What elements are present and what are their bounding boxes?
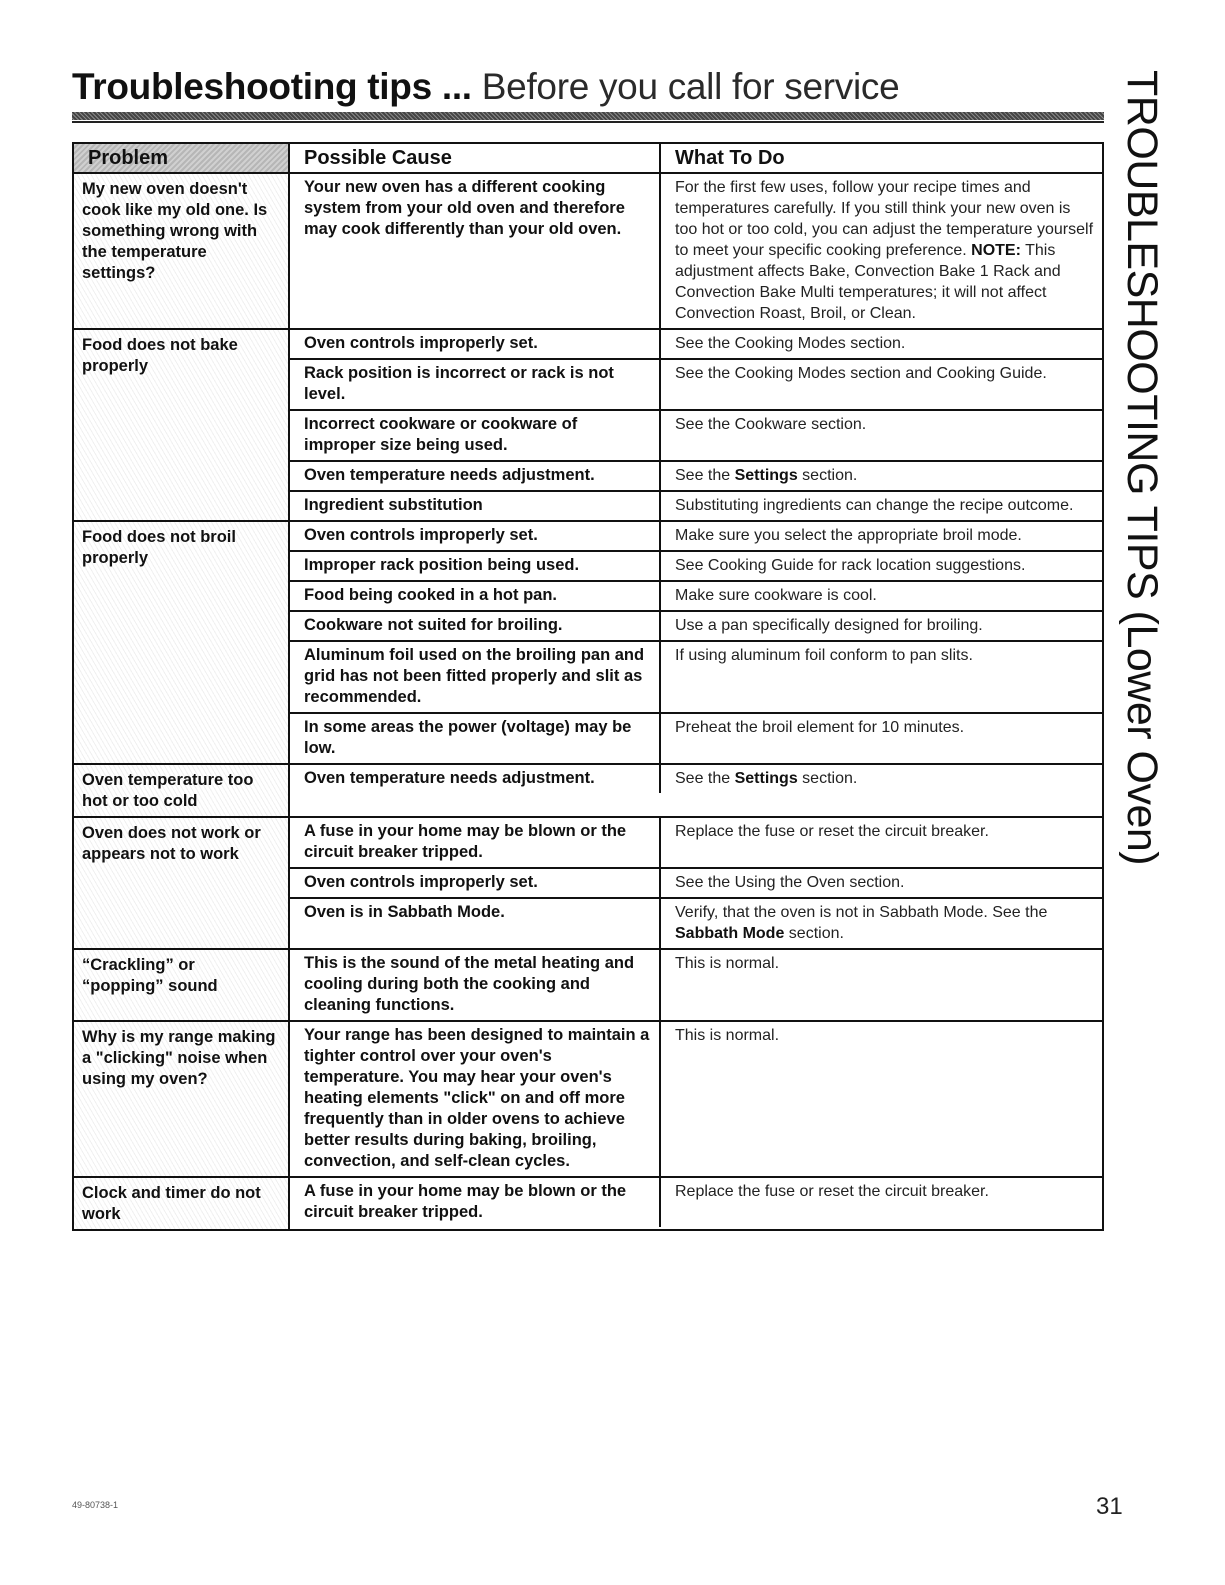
todo-text: See the Cooking Modes section. (675, 335, 906, 352)
cause-list (290, 950, 1102, 1020)
todo-cell (661, 492, 1102, 520)
table-row (290, 522, 1102, 552)
todo-text: Verify, that the oven is not in Sabbath Mode. See the (675, 904, 1048, 921)
todo-text: Replace the fuse or reset the circuit breaker. (675, 1183, 989, 1200)
cause-list (290, 330, 1102, 520)
todo-text: Replace the fuse or reset the circuit breaker. (675, 823, 989, 840)
todo-text: Make sure you select the appropriate broil mode. (675, 527, 1022, 544)
todo-text: Substituting ingredients can change the recipe outcome. (675, 497, 1074, 514)
problem-group (74, 1178, 1102, 1229)
cause-cell: Ingredient substitution (290, 492, 661, 520)
header-problem: Problem (74, 144, 290, 172)
table-row (290, 869, 1102, 899)
cause-list (290, 818, 1102, 948)
problem-cell: Clock and timer do not work (74, 1178, 290, 1229)
todo-cell (661, 1022, 1102, 1176)
todo-cell (661, 869, 1102, 897)
todo-cell (661, 818, 1102, 867)
page-title (72, 66, 899, 108)
cause-cell: In some areas the power (voltage) may be low. (290, 714, 661, 763)
table-row (290, 765, 1102, 793)
problem-cell: Food does not bake properly (74, 330, 290, 520)
table-row (290, 174, 1102, 328)
cause-list (290, 174, 1102, 328)
cause-cell: Oven temperature needs adjustment. (290, 765, 661, 793)
todo-text: section. (797, 467, 858, 484)
page-number: 31 (1096, 1493, 1123, 1520)
side-label: TROUBLESHOOTING TIPS (Lower Oven) (1118, 70, 1166, 866)
todo-cell (661, 522, 1102, 550)
todo-text: Use a pan specifically designed for broiling. (675, 617, 983, 634)
todo-text: See the (675, 467, 735, 484)
todo-cell (661, 1178, 1102, 1227)
cause-list (290, 765, 1102, 816)
cause-cell: Aluminum foil used on the broiling pan and grid has not been fitted properly and slit as recommended. (290, 642, 661, 712)
todo-text: Preheat the broil element for 10 minutes. (675, 719, 965, 736)
table-row (290, 411, 1102, 462)
header-todo: What To Do (675, 147, 785, 169)
cause-cell: Food being cooked in a hot pan. (290, 582, 661, 610)
todo-cell (661, 582, 1102, 610)
todo-text: For the first few uses, follow your recipe times and temperatures carefully. If you still think your new oven is too hot or too cold, you can adjust the temperature yourself to meet your specific cooking preference. (675, 179, 1094, 259)
table-header (74, 144, 1102, 174)
table-body (74, 174, 1102, 1229)
todo-cell (661, 642, 1102, 712)
table-row (290, 612, 1102, 642)
todo-text: This is normal. (675, 1027, 780, 1044)
todo-text: See the Cooking Modes section and Cooking Guide. (675, 365, 1047, 382)
todo-text: If using aluminum foil conform to pan slits. (675, 647, 973, 664)
table-row (290, 714, 1102, 763)
cause-cell: A fuse in your home may be blown or the circuit breaker tripped. (290, 1178, 661, 1227)
troubleshooting-table (72, 142, 1104, 1231)
todo-text: This adjustment affects Bake, Convection Bake 1 Rack and Convection Bake Multi temperatures; it will not affect Convection Roast, Broil, or Clean. (675, 242, 1061, 322)
problem-group (74, 950, 1102, 1022)
todo-text: section. (797, 770, 858, 787)
cause-cell: Oven controls improperly set. (290, 522, 661, 550)
cause-list (290, 1022, 1102, 1176)
cause-list (290, 1178, 1102, 1229)
todo-emphasis: Settings (734, 467, 798, 484)
cause-cell: Incorrect cookware or cookware of improper size being used. (290, 411, 661, 460)
todo-cell (661, 330, 1102, 358)
table-row (290, 642, 1102, 714)
cause-cell: Oven controls improperly set. (290, 330, 661, 358)
table-row (290, 462, 1102, 492)
problem-cell: Food does not broil properly (74, 522, 290, 763)
todo-cell (661, 899, 1102, 948)
problem-cell: Oven does not work or appears not to work (74, 818, 290, 948)
todo-emphasis: NOTE: (971, 242, 1021, 259)
todo-text: See the (675, 770, 735, 787)
todo-cell (661, 552, 1102, 580)
cause-cell: Improper rack position being used. (290, 552, 661, 580)
cause-cell: This is the sound of the metal heating and cooling during both the cooking and cleaning functions. (290, 950, 661, 1020)
cause-cell: Oven controls improperly set. (290, 869, 661, 897)
table-row (290, 582, 1102, 612)
problem-cell: Why is my range making a "clicking" noise when using my oven? (74, 1022, 290, 1176)
problem-group (74, 522, 1102, 765)
todo-cell (661, 950, 1102, 1020)
table-row (290, 360, 1102, 411)
todo-cell (661, 714, 1102, 763)
problem-group (74, 1022, 1102, 1178)
table-row (290, 330, 1102, 360)
todo-cell (661, 174, 1102, 328)
table-row (290, 492, 1102, 520)
todo-text: See the Cookware section. (675, 416, 867, 433)
table-row (290, 818, 1102, 869)
todo-cell (661, 612, 1102, 640)
todo-cell (661, 765, 1102, 793)
problem-group (74, 330, 1102, 522)
todo-cell (661, 462, 1102, 490)
cause-cell: Rack position is incorrect or rack is not level. (290, 360, 661, 409)
table-row (290, 1178, 1102, 1227)
problem-group (74, 765, 1102, 818)
title-main: Troubleshooting tips ... (72, 66, 472, 107)
problem-cell: Oven temperature too hot or too cold (74, 765, 290, 816)
todo-text: section. (784, 925, 844, 942)
cause-list (290, 522, 1102, 763)
header-cause: Possible Cause (290, 144, 661, 172)
todo-emphasis: Settings (734, 770, 798, 787)
cause-cell: Your new oven has a different cooking system from your old oven and therefore may cook differently than your old oven. (290, 174, 661, 328)
todo-cell (661, 360, 1102, 409)
document-code: 49-80738-1 (72, 1500, 119, 1510)
problem-group (74, 174, 1102, 330)
cause-cell: A fuse in your home may be blown or the circuit breaker tripped. (290, 818, 661, 867)
table-row (290, 950, 1102, 1020)
todo-text: Make sure cookware is cool. (675, 587, 877, 604)
title-rule (72, 112, 1104, 120)
problem-cell: My new oven doesn't cook like my old one. Is something wrong with the temperature settings? (74, 174, 290, 328)
cause-cell: Oven temperature needs adjustment. (290, 462, 661, 490)
problem-cell: “Crackling” or “popping” sound (74, 950, 290, 1020)
title-sub: Before you call for service (481, 66, 900, 107)
side-tab (1112, 70, 1172, 866)
cause-cell: Cookware not suited for broiling. (290, 612, 661, 640)
todo-text: See Cooking Guide for rack location suggestions. (675, 557, 1026, 574)
table-row (290, 552, 1102, 582)
table-row (290, 899, 1102, 948)
todo-cell (661, 411, 1102, 460)
cause-cell: Your range has been designed to maintain a tighter control over your oven's temperature. You may hear your oven's heating elements "click" on and off more frequently than in older ovens to achieve better results during baking, broiling, convection, and self-clean cycles. (290, 1022, 661, 1176)
table-row (290, 1022, 1102, 1176)
todo-text: See the Using the Oven section. (675, 874, 905, 891)
todo-emphasis: Sabbath Mode (675, 925, 785, 942)
todo-text: This is normal. (675, 955, 780, 972)
cause-cell: Oven is in Sabbath Mode. (290, 899, 661, 948)
problem-group (74, 818, 1102, 950)
